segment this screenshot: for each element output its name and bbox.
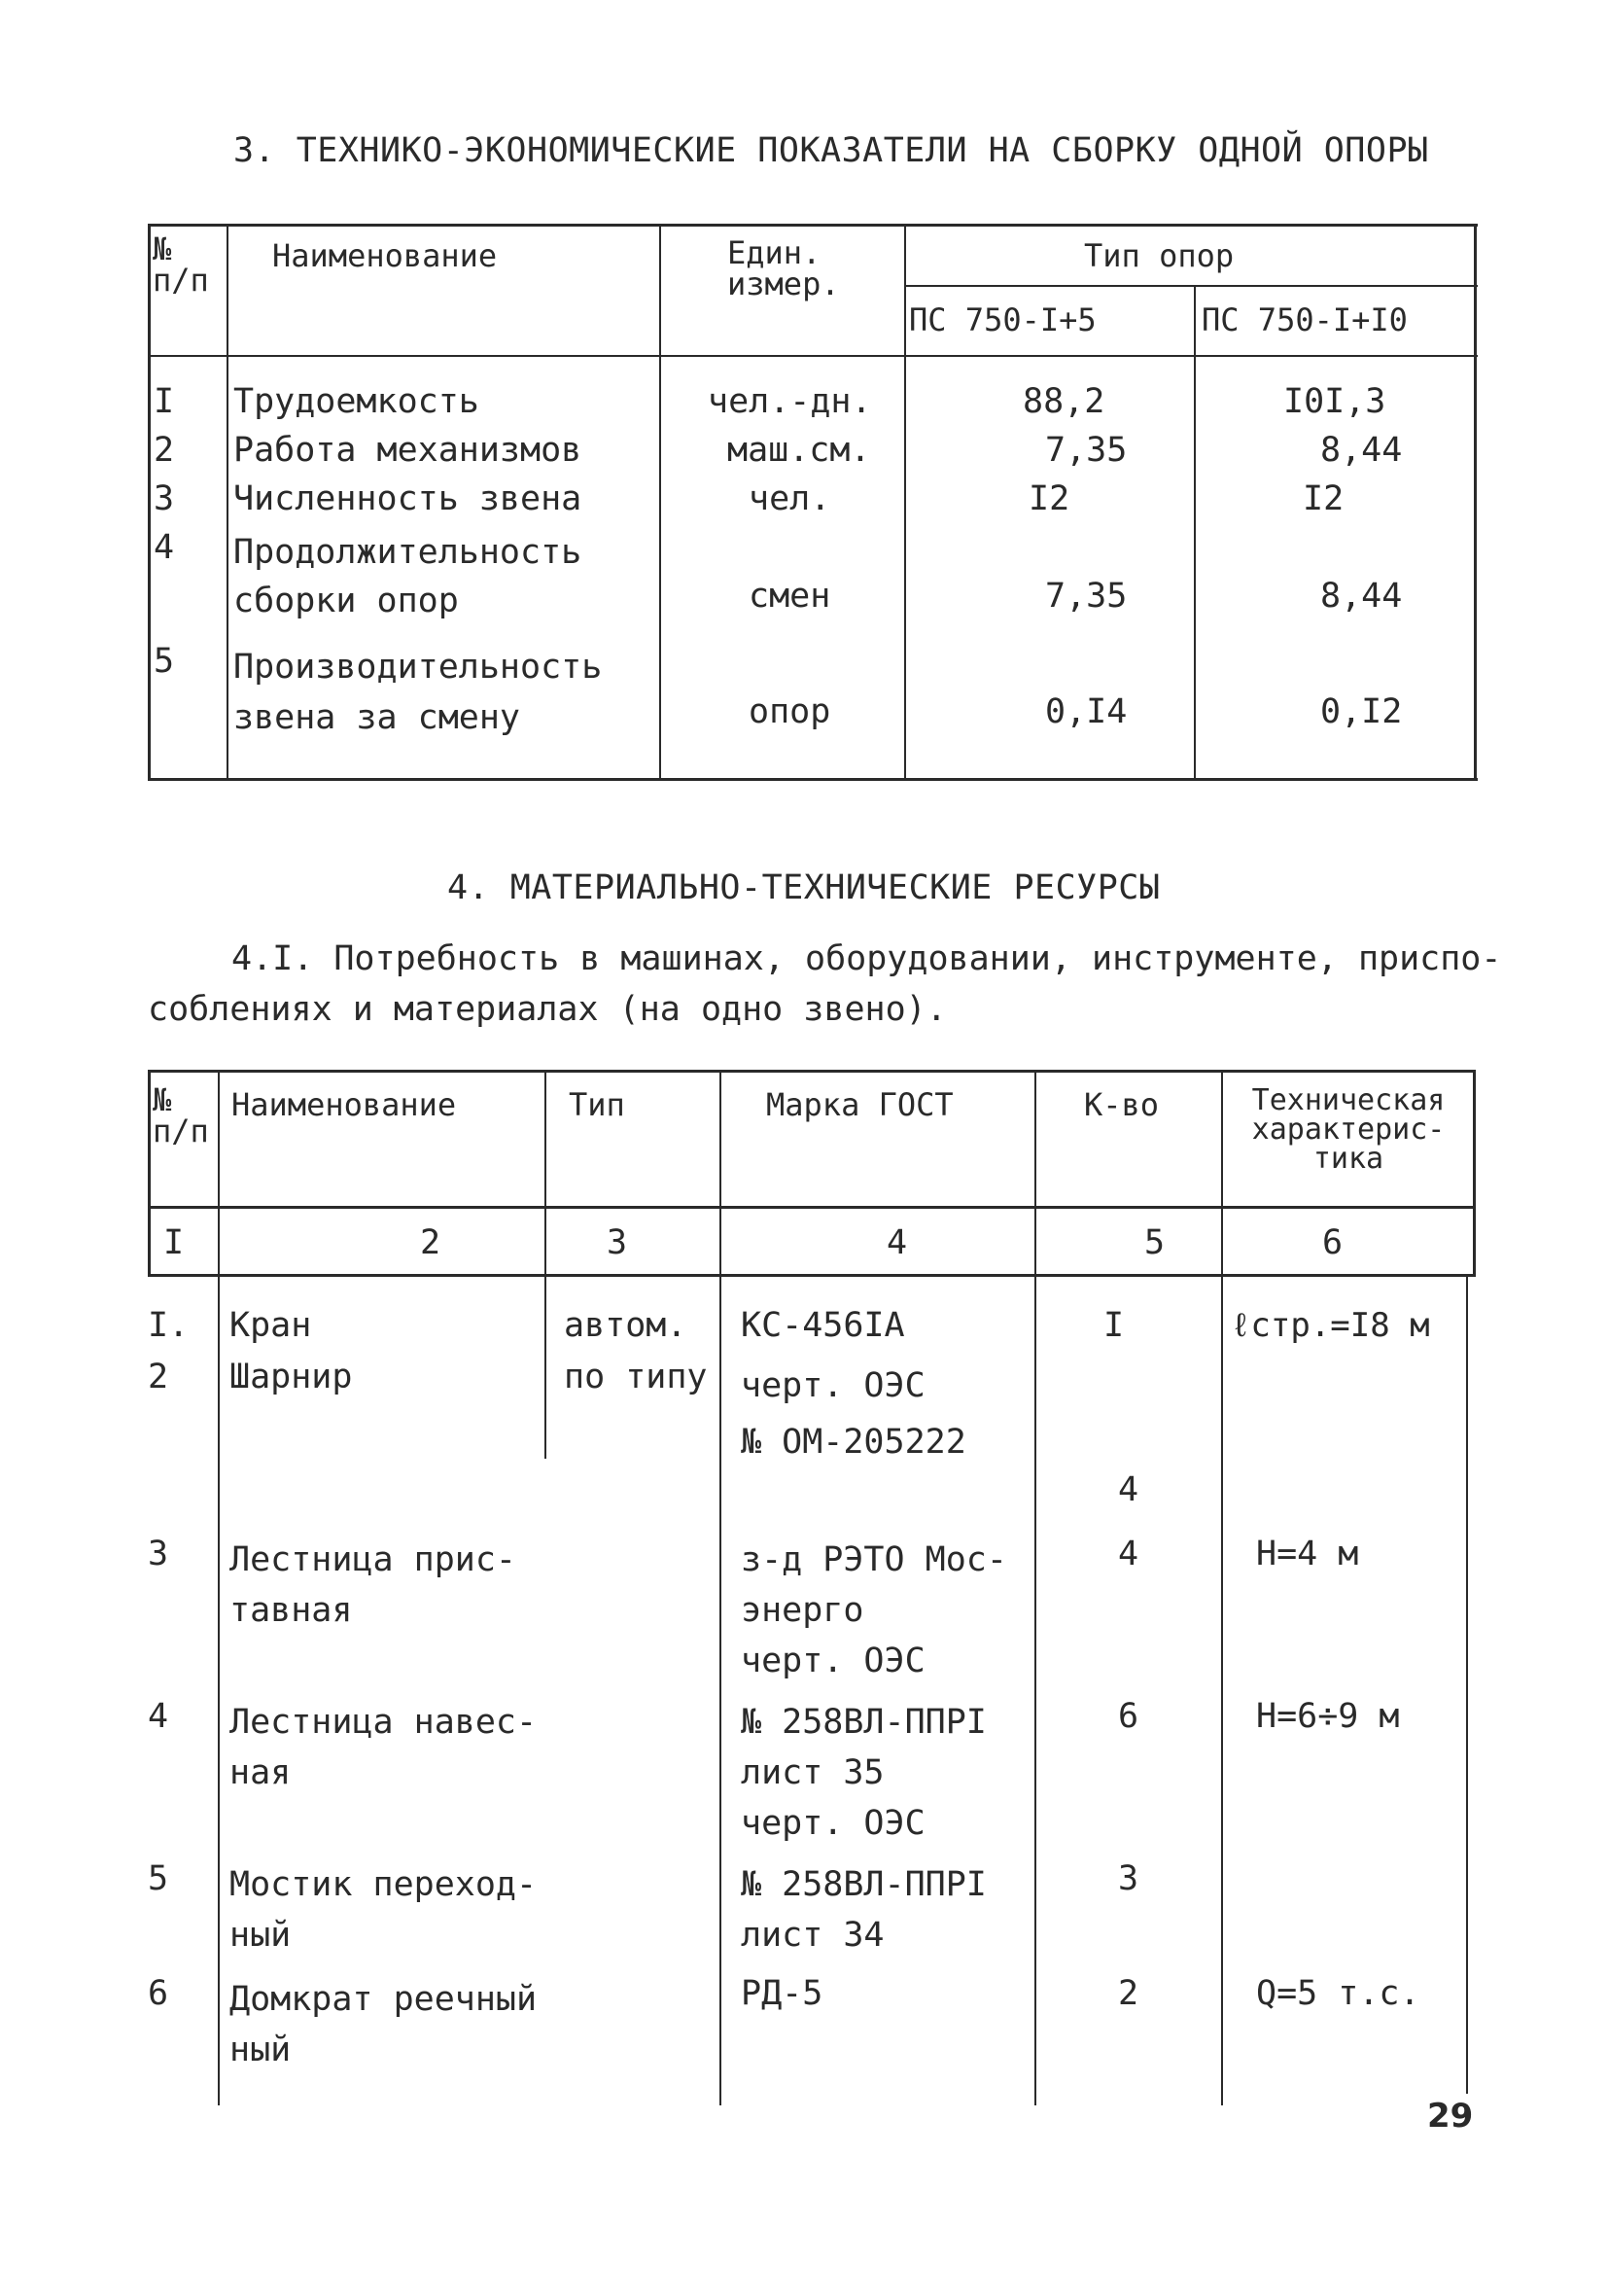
t1-header-type1: ПС 750-I+5 [909, 301, 1097, 338]
t2-row5-name: Мостик переход- ный [229, 1865, 538, 1955]
t2-row3-name: Лестница прис- тавная [229, 1540, 517, 1630]
t2-row4-mark: № 258ВЛ-ППРI лист 35 черт. ОЭС [741, 1703, 987, 1843]
t2-header-name: Наименование [231, 1086, 457, 1123]
t2-colnum-5: 5 [1144, 1223, 1166, 1262]
t2-row2-num: 2 [148, 1358, 169, 1396]
t1-row1-v2: I0I,3 [1283, 382, 1386, 421]
t1-header-type-group: Тип опор [1084, 237, 1235, 274]
page-number: 29 [1427, 2097, 1474, 2136]
section4-paragraph: 4.I. Потребность в машинах, оборудовании, инструменте, приспо- соблениях и материалах (на одно звено). [148, 939, 1502, 1029]
t2-row6-num: 6 [148, 1974, 169, 2013]
t2-row2-qty: 4 [1118, 1470, 1139, 1509]
t1-row4-unit: смен [749, 577, 831, 616]
t2-row3-qty: 4 [1118, 1535, 1139, 1573]
t2-row2-mark: черт. ОЭС № ОМ-205222 [741, 1366, 966, 1462]
t1-row3-unit: чел. [749, 479, 831, 518]
t2-colnum-3: 3 [607, 1223, 628, 1262]
t2-row3-tech: Н=4 м [1256, 1535, 1359, 1573]
t2-colnum-6: 6 [1322, 1223, 1344, 1262]
t2-row6-name: Домкрат реечный ный [229, 1980, 538, 2069]
t2-colnum-2: 2 [420, 1223, 441, 1262]
t1-row4-name: Продолжительность сборки опор [233, 533, 582, 620]
t2-row4-tech: Н=6÷9 м [1256, 1697, 1400, 1736]
t1-row1-unit: чел.-дн. [708, 382, 872, 421]
t2-header-mark: Марка ГОСТ [766, 1086, 954, 1123]
t1-header-unit: Един. измер. [727, 234, 840, 302]
t2-header-qty: К-во [1084, 1086, 1160, 1123]
t1-row5-v1: 0,I4 [1045, 692, 1128, 731]
t1-header-num: № п/п [153, 230, 209, 299]
t1-row4-v2: 8,44 [1320, 577, 1403, 616]
t2-colnum-1: I [163, 1223, 185, 1262]
t2-row6-tech: Q=5 т.с. [1256, 1974, 1420, 2013]
t2-header-num: № п/п [153, 1081, 209, 1149]
t2-row3-num: 3 [148, 1535, 169, 1573]
t2-row1-qty: I [1103, 1306, 1125, 1345]
t2-row1-type: автом. [564, 1306, 687, 1345]
t1-row1-num: I [154, 382, 175, 421]
t1-row2-unit: маш.см. [727, 431, 871, 470]
t2-row6-qty: 2 [1118, 1974, 1139, 2013]
t2-row5-num: 5 [148, 1859, 169, 1898]
t2-row1-mark: КС-456IА [741, 1306, 905, 1345]
t1-row5-name: Производительность звена за смену [233, 648, 603, 737]
t2-row3-mark: з-д РЭТО Мос- энерго черт. ОЭС [741, 1540, 1007, 1680]
t2-row4-name: Лестница навес- ная [229, 1703, 538, 1792]
t2-row2-name: Шарнир [229, 1358, 353, 1396]
t1-row1-v1: 88,2 [1023, 382, 1105, 421]
t1-row4-v1: 7,35 [1045, 577, 1128, 616]
t2-row1-name: Кран [229, 1306, 312, 1345]
t2-row2-type: по типу [564, 1358, 708, 1396]
t1-row4-num: 4 [154, 528, 175, 567]
t2-row5-qty: 3 [1118, 1859, 1139, 1898]
t2-row5-mark: № 258ВЛ-ППРI лист 34 [741, 1865, 987, 1955]
section4-title: 4. МАТЕРИАЛЬНО-ТЕХНИЧЕСКИЕ РЕСУРСЫ [447, 868, 1161, 907]
t1-row3-v1: I2 [1029, 479, 1070, 518]
t2-header-tech: Техническая характерис- тика [1251, 1083, 1446, 1176]
t1-row2-v1: 7,35 [1045, 431, 1128, 470]
t1-row3-num: 3 [154, 479, 175, 518]
t2-row1-tech: ℓстр.=I8 м [1231, 1306, 1430, 1345]
t1-row2-num: 2 [154, 431, 175, 470]
t1-row5-unit: опор [749, 692, 831, 731]
t2-row4-num: 4 [148, 1697, 169, 1736]
t2-row6-mark: РД-5 [741, 1974, 823, 2013]
t1-row5-v2: 0,I2 [1320, 692, 1403, 731]
t1-header-type2: ПС 750-I+I0 [1202, 301, 1408, 338]
t1-row1-name: Трудоемкость [233, 382, 479, 421]
t2-colnum-4: 4 [887, 1223, 908, 1262]
t1-row3-name: Численность звена [233, 479, 582, 518]
t1-row2-name: Работа механизмов [233, 431, 582, 470]
t2-row1-num: I. [148, 1306, 190, 1345]
t2-row4-qty: 6 [1118, 1697, 1139, 1736]
t1-row2-v2: 8,44 [1320, 431, 1403, 470]
t1-row3-v2: I2 [1303, 479, 1345, 518]
t1-header-name: Наименование [272, 237, 498, 274]
t1-row5-num: 5 [154, 642, 175, 681]
section3-title: 3. ТЕХНИКО-ЭКОНОМИЧЕСКИЕ ПОКАЗАТЕЛИ НА СБОРКУ ОДНОЙ ОПОРЫ [233, 131, 1429, 170]
t2-header-type: Тип [569, 1086, 625, 1123]
